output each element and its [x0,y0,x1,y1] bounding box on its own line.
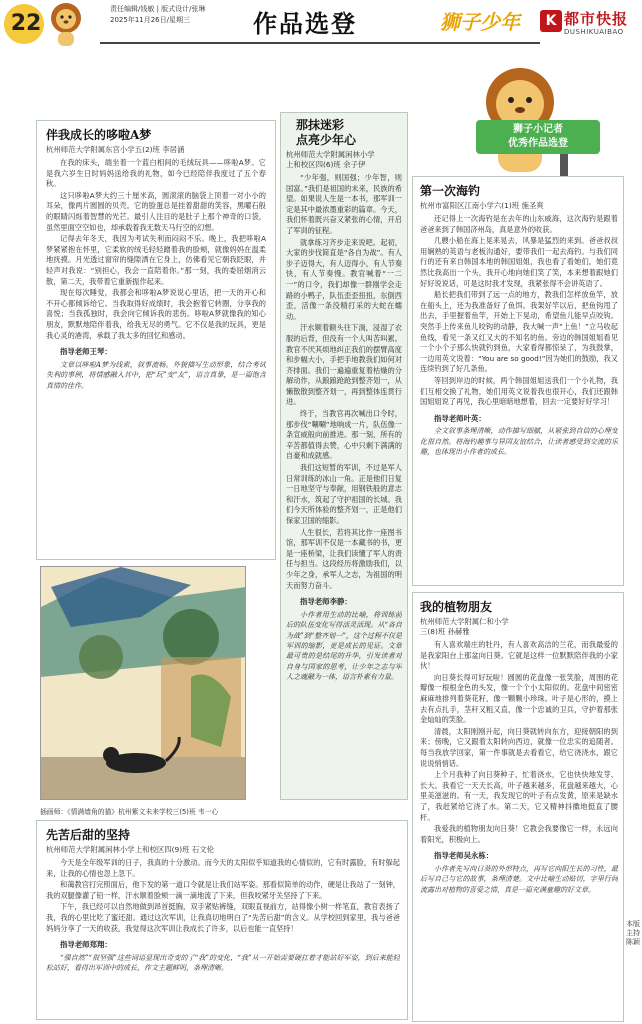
lion-mascot-icon [46,0,86,48]
article4 [420,600,618,1018]
paper-badge: K [540,10,562,32]
article1-para: 这只哆啦A梦大约三十厘米高，圆滚滚的脑袋上顶着一对小小的耳朵，像两片圆圆的贝壳。它的脸蛋总是挂着甜甜的笑容，黑曜石般的眼睛闪烁着智慧的光芒。最引人注目的是肚子上那个神奇的口袋，虽然里面空空如也，却承载着我无数天马行空的幻想。 [46,190,266,232]
article3-author: 杭州市富阳区江南小学六(1)班 施圣爽 [420,201,544,210]
article4-author-line1: 杭州师范大学附属仁和小学 [420,617,509,626]
article4-teacher-comment: 小作者先写向日葵的外形特点，再写它向阳生长的习性，最后写自己与它的故事，条理清楚。文中比喻生动贴切，字里行间流露出对植物的喜爱之情，真是一篇充满童趣的好文章。 [420,864,618,894]
article2-para: 人生很长，若将其比作一座图书馆，那军训不仅是一本藏书的书，更是一座桥梁，让我们读懂了军人的责任与担当。这段经历将激励我们，以少年之身，承军人之志，为祖国的明天而努力奋斗。 [286,527,402,590]
mascot-label [476,120,600,154]
article2-author-line1: 杭州师范大学附属闲林小学 [286,150,375,159]
article4-para: 有人喜欢端庄的牡丹，有人喜欢高洁的兰花，而我最爱的是我家阳台上那盆向日葵。它就是这样一位默默陪伴我的小家伙！ [420,640,618,671]
article2-para: 我们这短暂的军训，不过是军人日常训练的冰山一角。正是他们日复一日地坚守与奉献，用钢铁般的意志和汗水，筑起了守护祖国的长城。我们今天所体验的整齐划一，正是他们保家卫国的缩影。 [286,463,402,525]
section-title: 作品选登 [253,9,357,38]
illustration-caption: 插画师：《情满墙角的猫》杭州紫文未来学校三(5)班 韦一心 [40,808,219,816]
article2-title-line1: 那抹迷彩 [296,118,345,132]
page-number: 22 [10,11,42,36]
article3-para: 等回到岸边的时候，两个韩国姐姐送我们一个小礼物，我们互相交换了礼物，她们用英文说着我也很开心，我们还跟韩国姐姐说了再见，我心里暗暗地想着，回去一定要好好学习！ [420,375,618,407]
article2-teacher-heading: 指导老师李静： [300,597,352,607]
article1 [46,128,266,556]
article2-author [286,150,402,170]
date-line: 2025年11月26日/星期三 [110,16,190,24]
article5-teacher-comment: “强自然”“很坚强”这些词语显现出奇变的了“我”的变化，“我”从一开始需要硬扛着才能站好军姿，到后来能轻松站好，看得出军训中的成长，作文主题鲜明，条理清晰。 [46,953,400,973]
article2 [286,118,402,794]
article3-para: 还记得上一次海钓是在去年的山东威海，这次海钓是跟着爸爸来到了韩国济州岛，真是意外的收获。 [420,214,618,234]
header-meta [110,4,206,26]
article1-title: 伴我成长的哆啦A梦 [46,128,152,142]
article3-teacher-comment: 全文叙事条理清晰，动作描写细腻，从紧张到自信的心理变化很自然。将海钓趣事与异国友谊结合，让读者感受到交流的乐趣，也体现出小作者的成长。 [420,427,618,457]
article4-title: 我的植物朋友 [420,600,493,614]
article5-teacher-heading: 指导老师郑翔： [60,940,112,950]
article3-para: 船长把我们带到了远一点的地方，教我们怎样放鱼竿，放在船头上，还为我准备好了鱼饵。我架好竿以后，把鱼钩甩了出去，手里握着鱼竿，开始上下晃动，希望鱼儿能早点咬钩。突然手上传来鱼儿咬钩的动静，我大喊一声“上鱼！”立马收起鱼线，看见一条又红又大的不知名的鱼。旁边的韩国姐姐看见一个小个子那么快就钓到鱼，大家看得都惊呆了，为我鼓掌，一边用英文说着：“You are so good!”因为她们的鼓励，我又连续钓到了好几条鱼。 [420,290,618,374]
article5-para: 今天是全年级军训的日子，我真的十分激动。而今天的太阳似乎知道我的心情似的，它有时露脸，有时躲起来，让我的心情也忽上忽下。 [46,858,400,878]
article1-para: 记得去年冬天，我因为考试失利而闷闷不乐。晚上，我把哆啦A梦紧紧抱在怀里，它柔软的绒毛轻轻蹭着我的脸颊，就像妈妈在温柔地抚摸。月光透过窗帘的缝隙洒在它身上，仿佛看见它朝我眨眼，并轻声对我说：“别担心，我会一直陪着你。”那一刻，我的委屈烟消云散，第二天，我带着它重新振作起来。 [46,234,266,286]
article3-para: 几艘小船在海上晃来晃去，风暴是猛烈的来到。爸爸叔叔用娴熟的英语与老板沟通好，要带我们一起去海钓。与我们同行的还有来自韩国本地的韩国姐姐，我也看了看她们，她们竟然比我高出一个头，我开心地向她们笑了笑，本来想着跟她们好好说说话，可是这时我才发现，我紧张得不会讲英语了。 [420,236,618,288]
article3 [420,184,618,582]
article2-title [286,118,402,148]
article4-para: 我爱我的植物朋友向日葵！它教会我要像它一样，永远向着阳光，积极向上。 [420,824,618,844]
page-header [0,0,642,52]
article1-teacher-heading: 指导老师王琴： [60,347,112,357]
article2-para: 终于，当教官再次喊出口令时，那步伐“唰唰”地响成一片，队伍像一条宣威般向前推进。那一刻，所有的辛苦都值得去赞，心中只剩下满满的自豪和成就感。 [286,409,402,461]
article2-author-line2: 上和校区四(6)班 余子伊 [286,160,366,169]
cat-painting-image [41,567,246,800]
article4-para: 清晨，太阳刚刚升起，向日葵就转向东方，迎接朝阳的到来；傍晚，它又跟着太阳转向西边，就像一位忠实的追随者。每当我放学回家，第一件事就是去看看它，给它浇浇水，跟它说说悄悄话。 [420,726,618,768]
article1-para: 在我的床头，端坐着一个蓝白相间的毛绒玩具——哆啦A梦。它是我六岁生日时妈妈送给我的礼物，如今已经陪伴我度过了五个春秋。 [46,158,266,189]
mascot-label-line1: 狮子小记者 [513,124,563,135]
side-note: 本版主持 陈颖 [626,920,640,946]
article4-para: 上个月我种了向日葵种子，忙着浇水，它也快快地发芽、长大。我看它一天天长高，叶子越来越多，花盘越来越大，心里美滋滋的。有一天，我发现它的叶子有点发黄，原来是缺水了，我赶紧给它浇了水。第二天，它又精神抖擞地挺直了腰杆。 [420,770,618,822]
editor-line: 责任编辑/钱敏 | 版式设计/张琳 [110,5,206,13]
article4-author-line2: 三(8)班 孙赫雅 [420,627,470,636]
article2-para: 汗水顺着额头往下淌，浸湿了衣服的后背，但没有一个人叫苦叫累。教官不厌其烦地纠正我们的摆臂高度和步幅大小，手把手地教我们如何对齐排面。我们一遍遍重复着枯燥的分解动作，从踉踉跄跄到整齐划一，从懒散散到整齐划一，再到整体连贯行进。 [286,323,402,407]
brand-logo: 狮子少年 [440,10,520,34]
article5 [46,828,400,1016]
paper-pinyin: DUSHIKUAIBAO [564,28,624,36]
article4-teacher-heading: 指导老师吴永栋： [434,851,494,861]
article1-para: 现在每次睡觉，我都会和哆啦A梦说说心里话，把一天的开心和不开心都倾诉给它。当我取得好成绩时，我会抱着它转圈，分享我的喜悦；当我孤独时，我会向它倾诉我的悲伤。哆啦A梦就像我的知心朋友，默默地陪伴着我，给我无尽的勇气。它不仅是我的玩具，更是我心灵的港湾，承载了我太多的回忆和感动。 [46,288,266,340]
article5-title: 先苦后甜的坚持 [46,828,131,842]
article5-para: 和蔼教官打完照面后，他下发的第一道口令就是让我们站军姿。那看似简单的动作，硬是让我站了一刻钟，我的双腿像灌了铅一样，汗水顺着脸颊一滴一滴地流了下来，但我咬紧牙关坚持了下来。 [46,880,400,900]
article3-title: 第一次海钓 [420,184,481,198]
article3-teacher-heading: 指导老师叶英： [434,413,486,423]
paper-logo [540,8,640,44]
header-rule [100,42,540,44]
article2-teacher-comment: 小作者用生动的比喻，将训练前后的队伍变化写得活灵活现。从“各自为战”到“整齐划一”，这个过程不仅是军训的缩影，更是成长的见证。文章最可贵的是结尾的升华，引发读者对自身与国家的思考，让少年之志与军人之魂融为一体，语言朴素有力量。 [286,610,402,682]
article4-para: 向日葵长得可好玩啦！圆圆的花盘像一张笑脸，周围的花瓣像一根根金色的头发，像一个个小太阳似的。花盘中间密密麻麻地排列着葵花籽，像一颗颗小珍珠。叶子是心形的，摸上去有点扎手，茎秆又粗又直，像一个忠诚的卫兵，守护着那张金灿灿的笑脸。 [420,672,618,725]
paper-name: 都市快报 [564,10,629,28]
article1-teacher-comment: 文章以哆啦A梦为线索，叙事流畅。外貌描写生动形象，结合考试失利的事例，将情感融入其中，把“玩”变“友”，语言真挚，是一篇饱含真情的佳作。 [46,360,266,390]
article1-author: 杭州师范大学附属东宫小学五(2)班 李居涵 [46,145,185,154]
article5-author: 杭州师范大学附属闲林小学上和校区四(9)班 石文伦 [46,845,215,854]
article5-para: 下午，我已经可以自然地做到昂首挺胸，双手紧贴裤缝，双眼直视前方，站得像小树一样笔直，教官表扬了我，我的心里比吃了蜜还甜。通过这次军训，让我真切地明白了“先苦后甜”的含义。从学校回到家里，我与爸爸妈妈分享了一天的收获，我觉得这次军训让我成长了许多，以后也能一直坚持！ [46,902,400,933]
article2-para: 就拿练习齐步走来说吧。起初，大家的步伐简直是“各自为战”。有人步子迈得大，有人迈得小，有人节奏快，有人节奏慢。教官喊着“一二一”的口令，我们却像一群刚学会走路的小鸭子，队伍歪歪扭扭，东倒西歪，活像一条没精打采的大蛇在蠕动。 [286,237,402,321]
article4-author [420,617,618,637]
mascot-label-line2: 优秀作品选登 [508,138,568,149]
article2-title-line2: 点亮少年心 [296,133,357,147]
cat-illustration [40,566,246,800]
article2-para: “少年强，则国强；少年智，则国富。”我们是祖国的未来，民族的希望。如果说人生是一本书，那军训一定是其中最浓墨重彩的篇章。今天，我们怀着既兴奋又紧张的心情，开启了军训的征程。 [286,173,402,235]
